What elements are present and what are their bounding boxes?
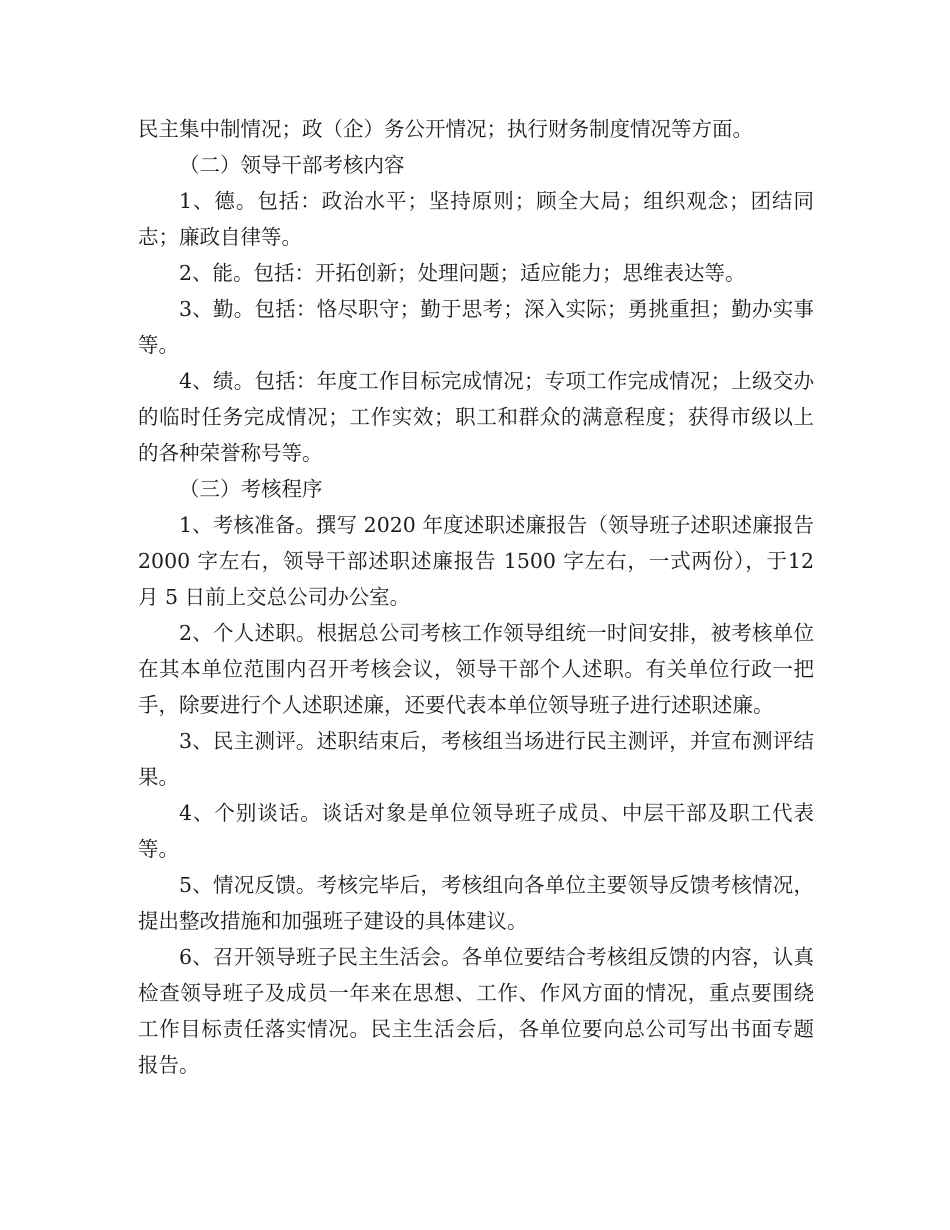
- step-democratic-life-meeting: 6、召开领导班子民主生活会。各单位要结合考核组反馈的内容，认真检查领导班子及成员一年来在思想、工作、作风方面的情况，重点要围绕工作目标责任落实情况。民主生活会后，各单位要向总公司写出书面专题报告。: [138, 945, 814, 1077]
- item-achievement: 4、绩。包括：年度工作目标完成情况；专项工作完成情况；上级交办的临时任务完成情况；工作实效；职工和群众的满意程度；获得市级以上的各种荣誉称号等。: [138, 369, 814, 465]
- step-preparation: 1、考核准备。撰写 2020 年度述职述廉报告（领导班子述职述廉报告 2000 字左右，领导干部述职述廉报告 1500 字左右，一式两份），于12 月 5 日前上交总公司办公室。: [138, 513, 814, 609]
- section-heading-assessment-procedure: （三）考核程序: [179, 477, 323, 501]
- step-democratic-evaluation: 3、民主测评。述职结束后，考核组当场进行民主测评，并宣布测评结果。: [138, 729, 814, 789]
- item-diligence: 3、勤。包括：恪尽职守；勤于思考；深入实际；勇挑重担；勤办实事等。: [138, 297, 814, 357]
- step-feedback: 5、情况反馈。考核完毕后，考核组向各单位主要领导反馈考核情况，提出整改措施和加强班子建设的具体建议。: [138, 873, 814, 933]
- step-personal-report: 2、个人述职。根据总公司考核工作领导组统一时间安排，被考核单位在其本单位范围内召开考核会议，领导干部个人述职。有关单位行政一把手，除要进行个人述职述廉，还要代表本单位领导班子进行述职述廉。: [138, 621, 814, 717]
- step-individual-talk: 4、个别谈话。谈话对象是单位领导班子成员、中层干部及职工代表等。: [138, 801, 814, 861]
- item-morality: 1、德。包括：政治水平；坚持原则；顾全大局；组织观念；团结同志；廉政自律等。: [138, 189, 814, 249]
- document-body: [138, 111, 814, 1083]
- paragraph-continuation: 民主集中制情况；政（企）务公开情况；执行财务制度情况等方面。: [138, 117, 753, 141]
- item-ability: 2、能。包括：开拓创新；处理问题；适应能力；思维表达等。: [179, 261, 746, 285]
- section-heading-leader-cadre-content: （二）领导干部考核内容: [179, 153, 405, 177]
